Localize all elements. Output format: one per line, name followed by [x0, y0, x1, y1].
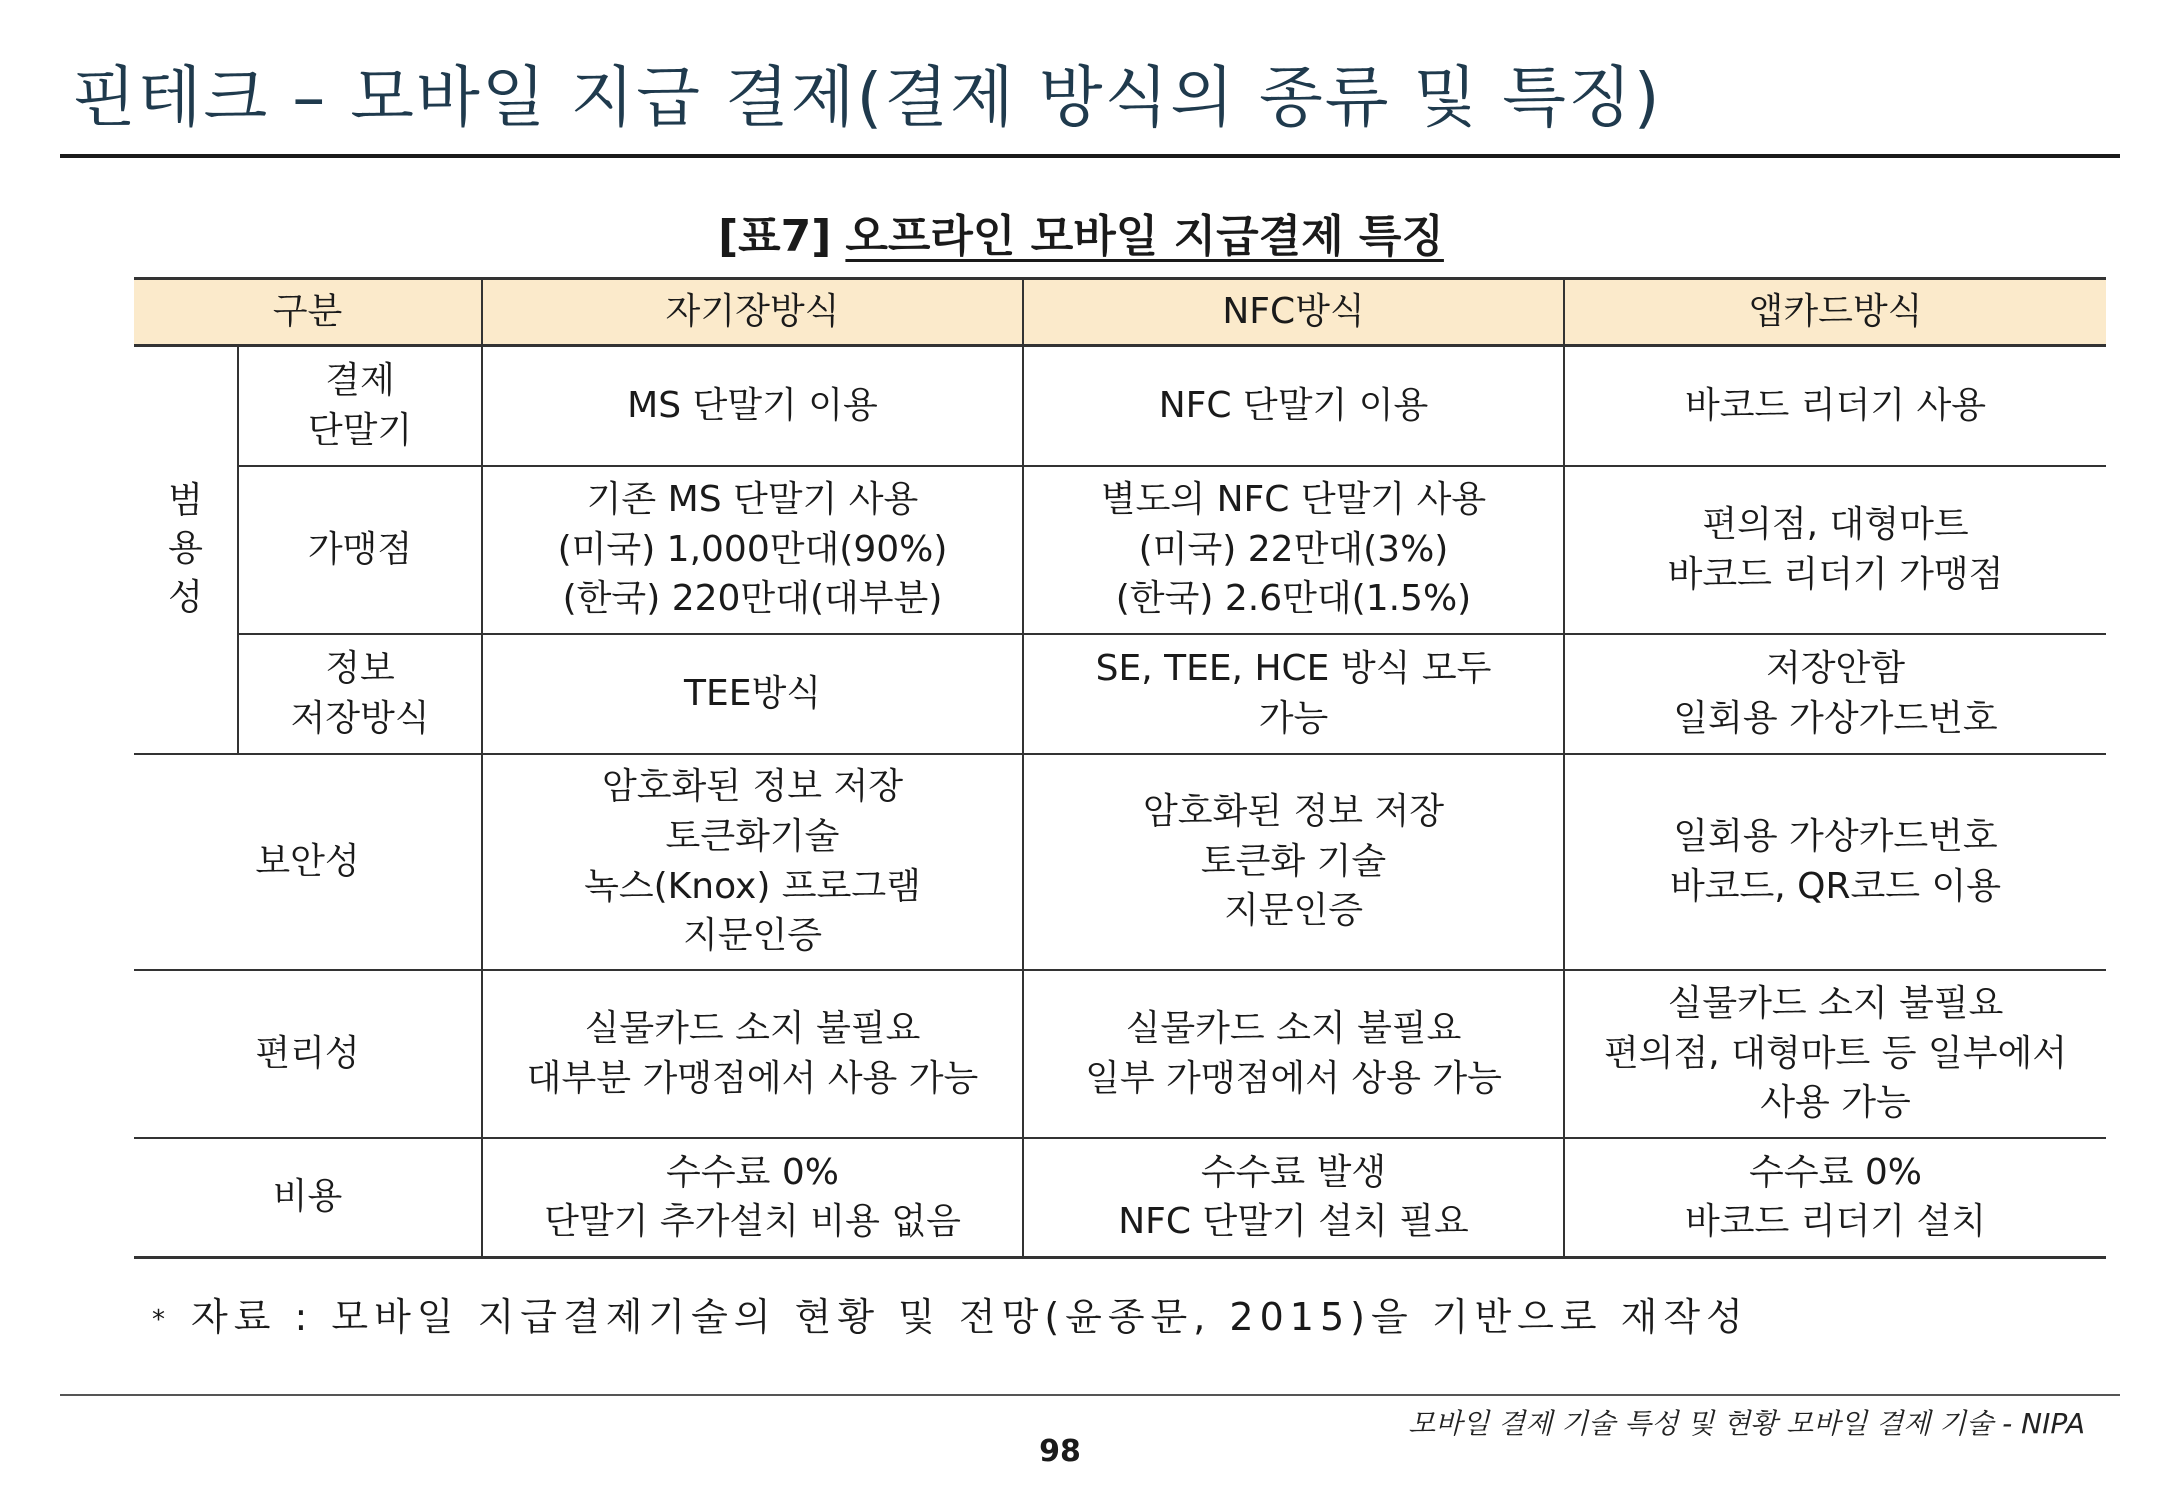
- cell-line: 일회용 가상가드번호: [1673, 697, 1998, 739]
- cell-line: 기존 MS 단말기 사용: [586, 478, 919, 520]
- cell-line: 일부 가맹점에서 상용 가능: [1085, 1057, 1502, 1099]
- cell-line: 암호화된 정보 저장: [601, 766, 904, 808]
- table-caption: [343, 200, 1819, 264]
- group-label-char: 범: [168, 479, 203, 521]
- cell-line: NFC 단말기 이용: [1158, 384, 1429, 426]
- cell-line: MS 단말기 이용: [627, 384, 878, 426]
- table-row: [134, 346, 2106, 466]
- table-cell: [482, 754, 1023, 970]
- cell-line: (미국) 22만대(3%): [1138, 528, 1449, 570]
- footer-caption: 모바일 결제 기술 특성 및 현황 모바일 결제 기술 - NIPA: [1408, 1407, 2085, 1440]
- row-label: 결제: [325, 360, 395, 402]
- page-number: 98: [1039, 1434, 1081, 1469]
- cell-line: 편의점, 대형마트: [1702, 503, 1969, 545]
- cell-line: 일회용 가상카드번호: [1673, 815, 1998, 857]
- cell-line: 토큰화 기술: [1200, 840, 1387, 882]
- table-cell: [1564, 754, 2106, 970]
- cell-line: 실물카드 소지 불필요: [1667, 982, 2004, 1024]
- table-cell: [1564, 1138, 2106, 1258]
- table-header-row: [134, 279, 2106, 346]
- table-cell: [1023, 754, 1564, 970]
- cell-line: NFC 단말기 설치 필요: [1118, 1201, 1469, 1243]
- cell-line: 실물카드 소지 불필요: [584, 1007, 921, 1049]
- cell-line: 단말기 추가설치 비용 없음: [544, 1201, 961, 1243]
- column-header-nfc: NFC방식: [1023, 279, 1564, 346]
- cell-line: 실물카드 소지 불필요: [1125, 1007, 1462, 1049]
- table-row: [134, 634, 2106, 754]
- cell-line: 별도의 NFC 단말기 사용: [1100, 478, 1487, 520]
- row-label-cell: [134, 754, 482, 970]
- table-cell: [482, 970, 1023, 1138]
- source-note-marker: *: [152, 1304, 171, 1335]
- cell-line: 대부분 가맹점에서 사용 가능: [526, 1057, 979, 1099]
- cell-line: 지문인증: [682, 915, 823, 957]
- cell-line: 수수료 발생: [1200, 1151, 1387, 1193]
- source-note: [152, 1286, 1749, 1341]
- table-row: [134, 754, 2106, 970]
- group-label-char: 성: [168, 577, 203, 618]
- cell-line: TEE방식: [683, 672, 822, 714]
- cell-line: 녹스(Knox) 프로그램: [584, 865, 921, 907]
- cell-line: 가능: [1258, 697, 1329, 739]
- table-cell: [1023, 346, 1564, 466]
- source-note-text: 자료 : 모바일 지급결제기술의 현황 및 전망(윤종문, 2015)을 기반으로 재작성: [191, 1295, 1749, 1339]
- cell-line: 바코드, QR코드 이용: [1669, 865, 2002, 907]
- group-label-cell: [134, 346, 238, 754]
- table-cell: [1564, 634, 2106, 754]
- row-label: 가맹점: [307, 528, 413, 570]
- title-divider: [60, 154, 2120, 158]
- row-label: 정보: [325, 647, 395, 689]
- page-title: 핀테크 – 모바일 지급 결제(결제 방식의 종류 및 특징): [72, 59, 1662, 136]
- cell-line: 지문인증: [1223, 890, 1364, 932]
- cell-line: 수수료 0%: [666, 1151, 839, 1193]
- cell-line: (한국) 220만대(대부분): [562, 578, 943, 620]
- row-label: 단말기: [307, 409, 413, 451]
- table-cell: [482, 346, 1023, 466]
- table-row: [134, 466, 2106, 634]
- cell-line: 토큰화기술: [665, 815, 840, 857]
- cell-line: SE, TEE, HCE 방식 모두: [1095, 647, 1492, 689]
- table-cell: [482, 1138, 1023, 1258]
- row-label-cell: [238, 466, 482, 634]
- row-label-cell: [238, 346, 482, 466]
- footer-divider: [60, 1394, 2120, 1396]
- table-caption-label: [표7]: [718, 211, 832, 262]
- table-row: [134, 1138, 2106, 1258]
- column-header-category: 구분: [134, 279, 482, 346]
- cell-line: 바코드 리더기 사용: [1684, 384, 1987, 426]
- row-label-cell: [238, 634, 482, 754]
- cell-line: 바코드 리더기 가맹점: [1667, 553, 2004, 595]
- cell-line: 저장안함: [1765, 647, 1906, 689]
- cell-line: (한국) 2.6만대(1.5%): [1115, 578, 1472, 620]
- cell-line: 편의점, 대형마트 등 일부에서: [1603, 1032, 2068, 1074]
- table-cell: [1023, 1138, 1564, 1258]
- table-cell: [482, 634, 1023, 754]
- table-cell: [482, 466, 1023, 634]
- table-cell: [1023, 466, 1564, 634]
- row-label: 비용: [272, 1176, 343, 1218]
- row-label: 보안성: [255, 840, 360, 882]
- table-caption-text: 오프라인 모바일 지급결제 특징: [845, 211, 1444, 262]
- feature-table: [134, 277, 2106, 1259]
- row-label-cell: [134, 1138, 482, 1258]
- table-cell: [1023, 634, 1564, 754]
- table-cell: [1564, 466, 2106, 634]
- row-label: 편리성: [255, 1032, 360, 1074]
- column-header-appcard: 앱카드방식: [1564, 279, 2106, 346]
- table-row: [134, 970, 2106, 1138]
- group-label-char: 용: [168, 528, 203, 570]
- row-label: 저장방식: [290, 697, 430, 739]
- table-cell: [1564, 970, 2106, 1138]
- row-label-cell: [134, 970, 482, 1138]
- cell-line: 사용 가능: [1760, 1082, 1911, 1124]
- column-header-magnetic: 자기장방식: [482, 279, 1023, 346]
- table-cell: [1564, 346, 2106, 466]
- cell-line: 수수료 0%: [1749, 1151, 1922, 1193]
- cell-line: (미국) 1,000만대(90%): [557, 528, 948, 570]
- cell-line: 암호화된 정보 저장: [1142, 790, 1445, 832]
- cell-line: 바코드 리더기 설치: [1684, 1201, 1987, 1243]
- table-cell: [1023, 970, 1564, 1138]
